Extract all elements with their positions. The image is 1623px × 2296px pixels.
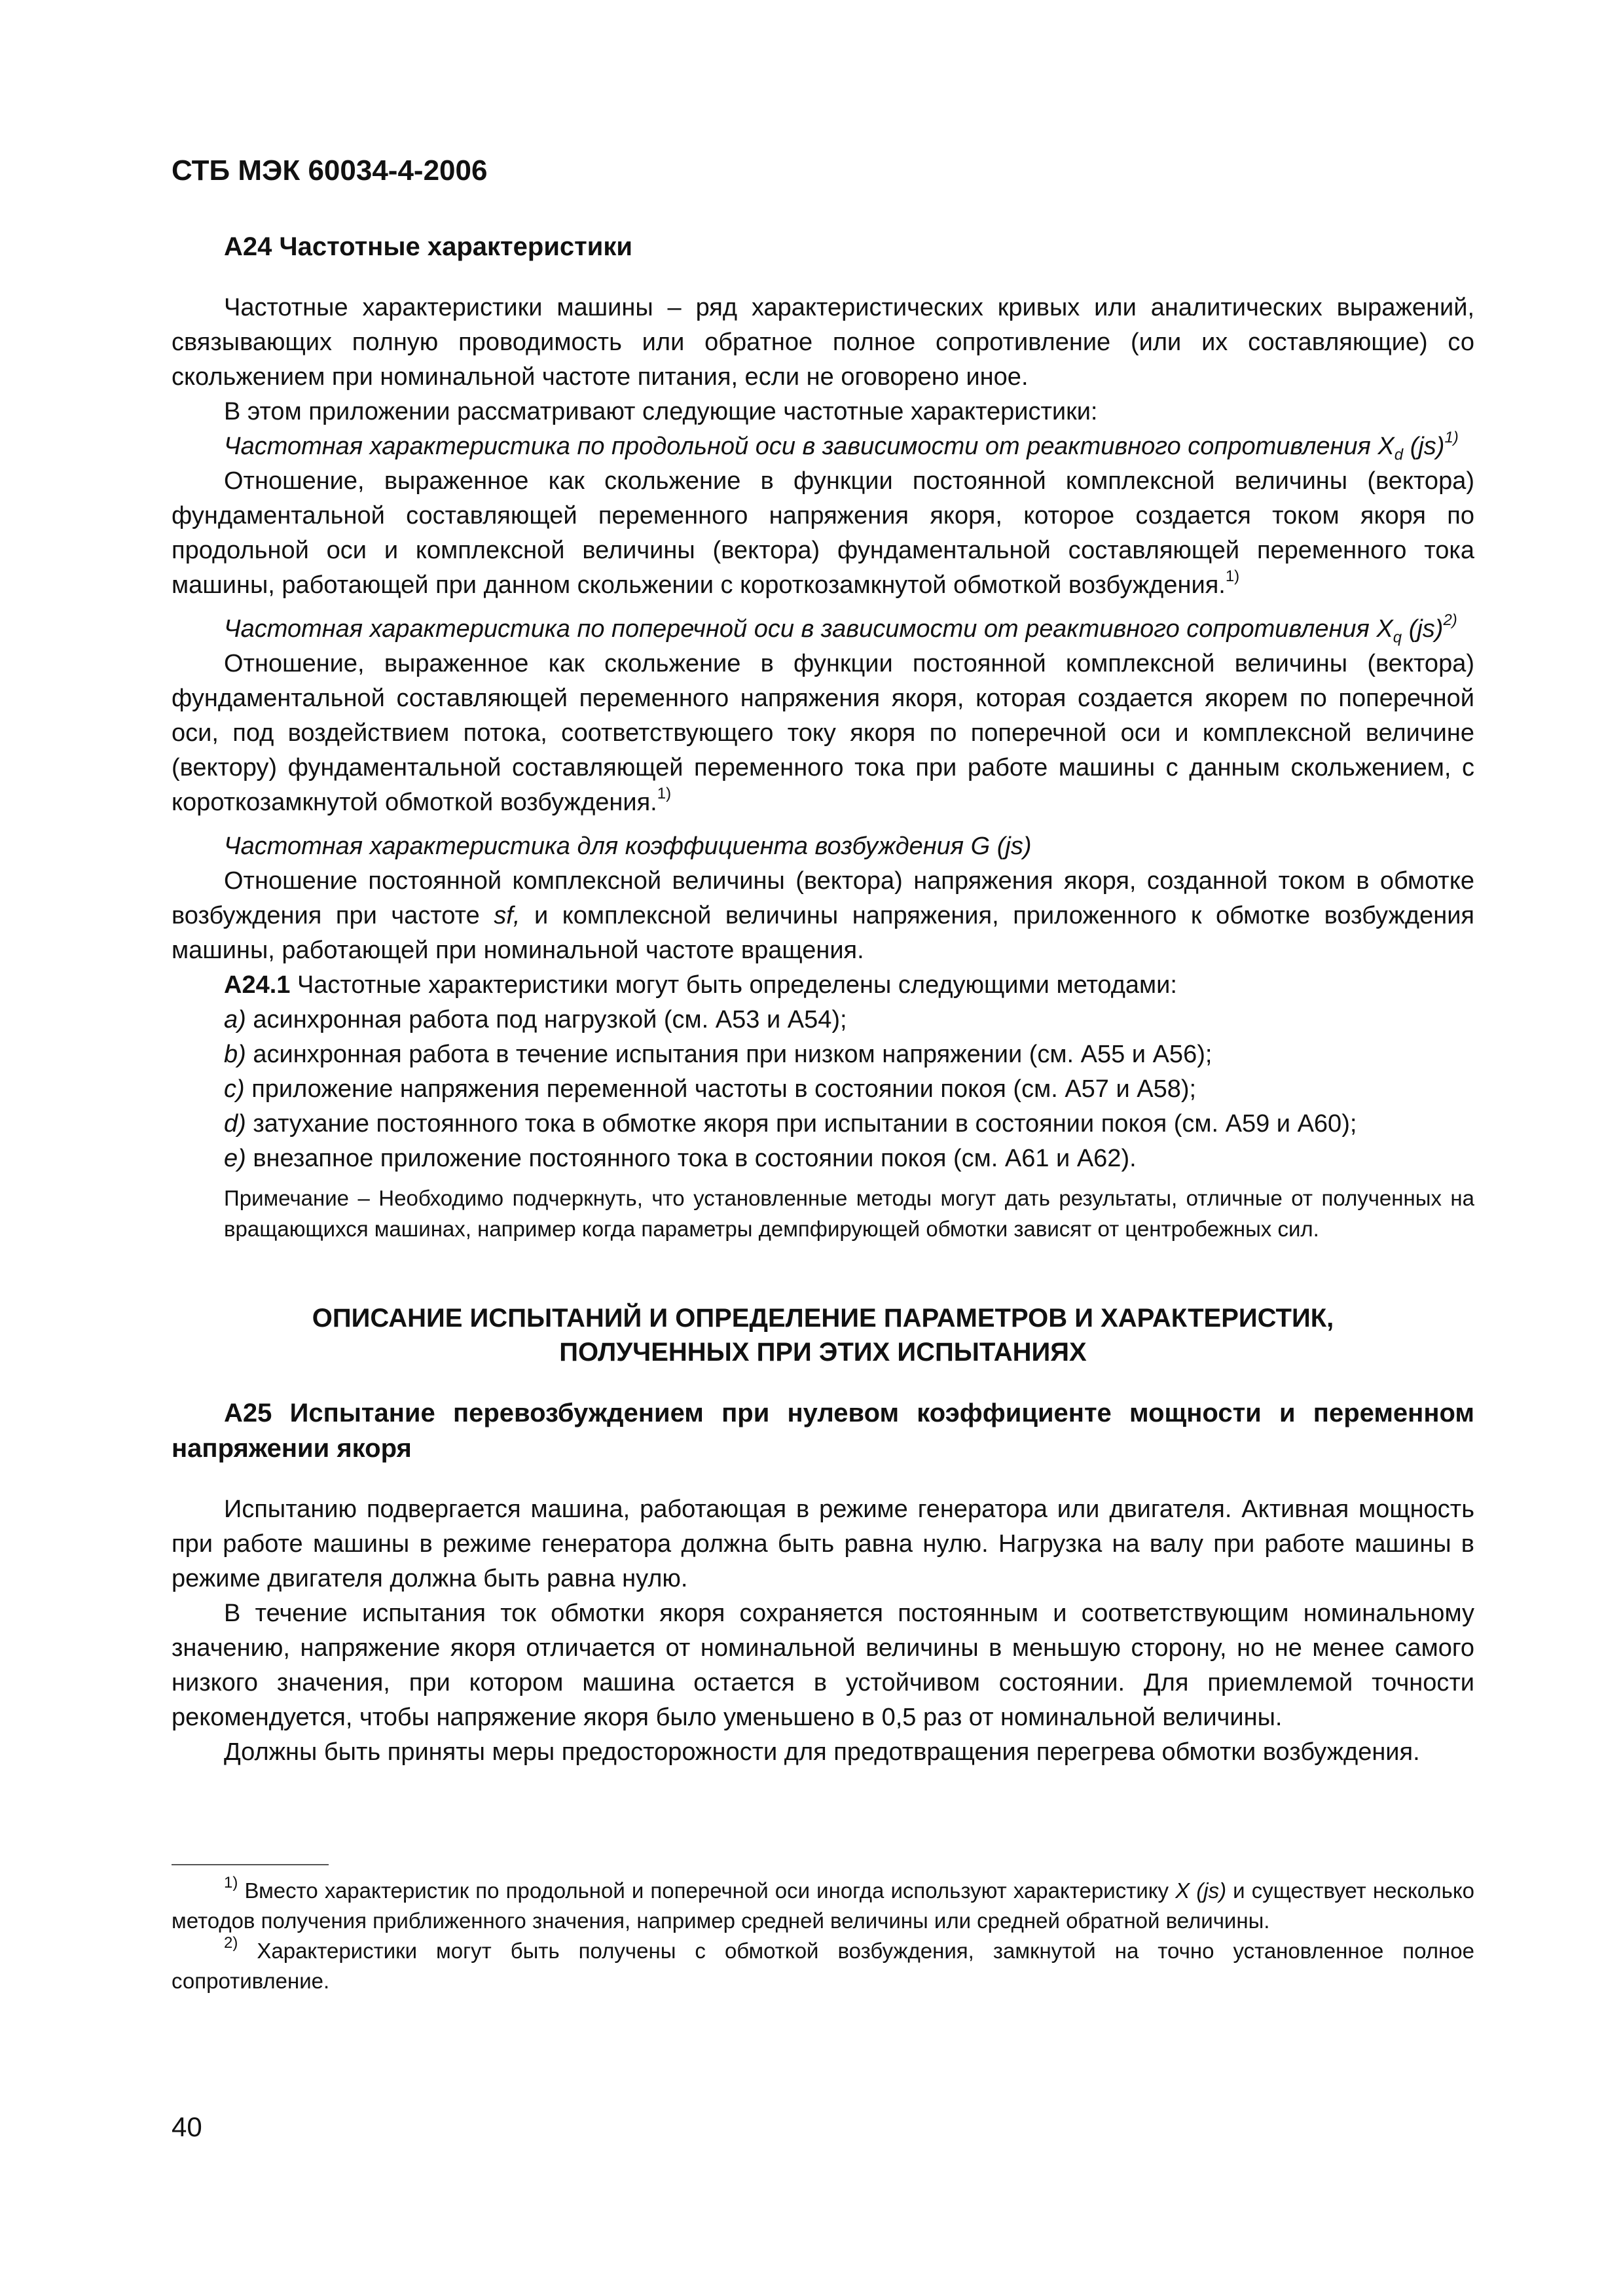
section-a25	[172, 1395, 1474, 1770]
a25-paragraph-2: В течение испытания ток обмотки якоря сохраняется постоянным и соответствующим номинальному значению, напряжение якоря отличается от номинальной величины в меньшую сторону, но не менее самого низкого значения, при котором машина остается в устойчивом состоянии. Для приемлемой точности рекомендуется, чтобы напряжение якоря было уменьшено в 0,5 раз от номинальной величины.	[172, 1600, 1474, 1731]
method-item: b) асинхронная работа в течение испытания при низком напряжении (см. А55 и А56);	[224, 1041, 1213, 1068]
tests-description-heading: ОПИСАНИЕ ИСПЫТАНИЙ И ОПРЕДЕЛЕНИЕ ПАРАМЕТРОВ И ХАРАКТЕРИСТИК, ПОЛУЧЕННЫХ ПРИ ЭТИХ ИСПЫТАНИЯХ	[312, 1304, 1334, 1367]
section-a24	[172, 229, 1474, 1244]
g-heading: Частотная характеристика для коэффициента возбуждения G (js)	[224, 833, 1032, 860]
a24-note: Примечание – Необходимо подчеркнуть, что установленные методы могут дать результаты, отличные от полученных на вращающихся машинах, например когда параметры демпфирующей обмотки зависят от центробежных сил.	[224, 1186, 1474, 1241]
a25-paragraph-1: Испытанию подвергается машина, работающая в режиме генератора или двигателя. Активная мощность при работе машины в режиме генератора должна быть равна нулю. Нагрузка на валу при работе машины в режиме двигателя должна быть равна нулю.	[172, 1496, 1474, 1592]
xd-heading: Частотная характеристика по продольной оси в зависимости от реактивного сопротивления $X_d$ (js)$^{1)}$	[224, 429, 1459, 464]
footnotes	[172, 1876, 1474, 1996]
page-number: 40	[172, 2111, 202, 2142]
a241-paragraph: А24.1 Частотные характеристики могут быть определены следующими методами:	[224, 971, 1177, 999]
xd-symbol: $X_d$ (js)$^{1)}$	[1377, 429, 1459, 464]
method-item: c) приложение напряжения переменной частоты в состоянии покоя (см. А57 и А58);	[224, 1075, 1197, 1103]
footnote-2: $^{2)}$ Характеристики могут быть получены с обмоткой возбуждения, замкнутой на точно установленное полное сопротивление.	[172, 1934, 1474, 1993]
xq-heading: Частотная характеристика по поперечной оси в зависимости от реактивного сопротивления $X_q$ (js)$^{2)}$	[224, 611, 1457, 647]
section-a25-title: А25 Испытание перевозбуждением при нулевом коэффициенте мощности и переменном напряжении якоря	[172, 1399, 1474, 1463]
a25-paragraph-3: Должны быть приняты меры предосторожности для предотвращения перегрева обмотки возбуждения.	[224, 1738, 1420, 1766]
method-item: e) внезапное приложение постоянного тока в состоянии покоя (см. А61 и А62).	[224, 1145, 1137, 1172]
method-item: d) затухание постоянного тока в обмотке якоря при испытании в состоянии покоя (см. А59 и А60);	[224, 1110, 1357, 1138]
g-text: Отношение постоянной комплексной величины (вектора) напряжения якоря, созданной током в обмотке возбуждения при частоте sf, и комплексной величины напряжения, приложенного к обмотке возбуждения машины, работающей при номинальной частоте вращения.	[172, 867, 1474, 964]
xq-symbol: $X_q$ (js)$^{2)}$	[1376, 611, 1457, 647]
xd-text: Отношение, выраженное как скольжение в функции постоянной комплексной величины (вектора) фундаментальной составляющей переменного напряжения якоря, которое создается током якоря по продольной оси и комплексной величины (вектора) фундаментальной составляющей переменного тока машины, работающей при данном скольжении с короткозамкнутой обмоткой возбуждения.$^{1)}$	[172, 467, 1474, 599]
a24-intro-1: Частотные характеристики машины – ряд характеристических кривых или аналитических выражений, связывающих полную проводимость или обратное полное сопротивление (или их составляющие) со скольжением при номинальной частоте питания, если не оговорено иное.	[172, 294, 1474, 391]
methods-list	[172, 1003, 1474, 1176]
a24-intro-2: В этом приложении рассматривают следующие частотные характеристики:	[224, 398, 1098, 425]
standard-id: СТБ МЭК 60034-4-2006	[172, 154, 488, 187]
footnote-1: $^{1)}$ Вместо характеристик по продольной и поперечной оси иногда используют характеристику X (js) и существует несколько методов получения приближенного значения, например средней величины или средней обратной величины.	[172, 1874, 1474, 1933]
footnote-separator	[172, 1864, 329, 1865]
method-item: a) асинхронная работа под нагрузкой (см. А53 и А54);	[224, 1006, 847, 1033]
section-a24-title: А24 Частотные характеристики	[224, 232, 632, 261]
xq-text: Отношение, выраженное как скольжение в функции постоянной комплексной величины (вектора) фундаментальной составляющей переменного напряжения якоря, которая создается якорем по поперечной оси, под воздействием потока, соответствующего току якоря по поперечной оси и комплексной величине (вектору) фундаментальной составляющей переменного тока при работе машины с данным скольжением, с короткозамкнутой обмоткой возбуждения.$^{1)}$	[172, 650, 1474, 816]
